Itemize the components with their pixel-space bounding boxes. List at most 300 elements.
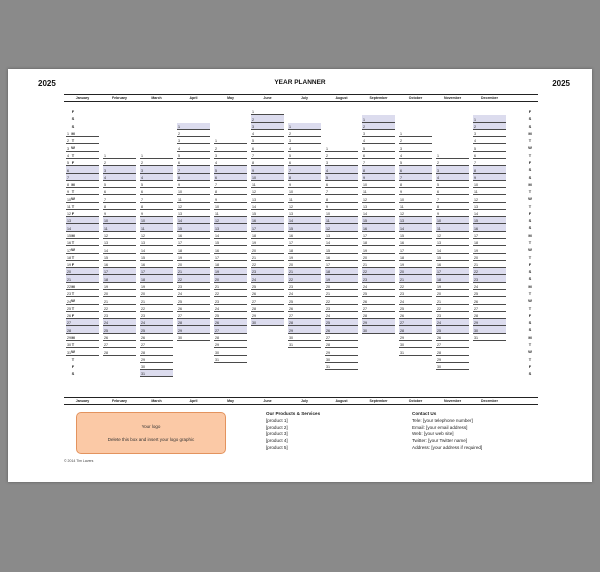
day-cell[interactable]	[251, 152, 284, 159]
day-cell[interactable]	[436, 174, 469, 181]
day-cell[interactable]	[473, 290, 506, 297]
day-cell[interactable]	[214, 137, 247, 144]
day-cell[interactable]	[436, 239, 469, 246]
day-cell[interactable]	[214, 312, 247, 319]
day-cell[interactable]	[66, 341, 99, 348]
day-cell[interactable]	[103, 254, 136, 261]
day-cell[interactable]	[325, 334, 358, 341]
day-cell[interactable]	[473, 275, 506, 282]
day-cell[interactable]	[214, 319, 247, 326]
day-cell[interactable]	[140, 356, 173, 363]
day-cell[interactable]	[399, 188, 432, 195]
day-cell[interactable]	[399, 224, 432, 231]
day-cell[interactable]	[66, 261, 99, 268]
day-cell[interactable]	[288, 268, 321, 275]
day-cell[interactable]	[177, 239, 210, 246]
day-cell[interactable]	[288, 297, 321, 304]
day-cell[interactable]	[251, 108, 284, 115]
day-cell[interactable]	[214, 224, 247, 231]
day-cell[interactable]	[325, 174, 358, 181]
day-cell[interactable]	[399, 166, 432, 173]
day-cell[interactable]	[399, 275, 432, 282]
day-cell[interactable]	[362, 319, 395, 326]
day-cell[interactable]	[66, 224, 99, 231]
day-cell[interactable]	[214, 188, 247, 195]
day-cell[interactable]	[214, 203, 247, 210]
day-cell[interactable]	[288, 319, 321, 326]
day-cell[interactable]	[140, 268, 173, 275]
day-cell[interactable]	[103, 152, 136, 159]
day-cell[interactable]	[177, 203, 210, 210]
day-cell[interactable]	[214, 341, 247, 348]
day-cell[interactable]	[251, 261, 284, 268]
day-cell[interactable]	[103, 232, 136, 239]
day-cell[interactable]	[362, 115, 395, 122]
day-cell[interactable]	[177, 283, 210, 290]
day-cell[interactable]	[251, 217, 284, 224]
day-cell[interactable]	[214, 232, 247, 239]
day-cell[interactable]	[288, 254, 321, 261]
day-cell[interactable]	[177, 312, 210, 319]
day-cell[interactable]	[362, 174, 395, 181]
day-cell[interactable]	[399, 159, 432, 166]
day-cell[interactable]	[140, 312, 173, 319]
day-cell[interactable]	[140, 283, 173, 290]
day-cell[interactable]	[325, 312, 358, 319]
day-cell[interactable]	[473, 130, 506, 137]
day-cell[interactable]	[362, 203, 395, 210]
day-cell[interactable]	[473, 188, 506, 195]
day-cell[interactable]	[362, 283, 395, 290]
day-cell[interactable]	[436, 261, 469, 268]
day-cell[interactable]	[103, 290, 136, 297]
day-cell[interactable]	[177, 123, 210, 130]
day-cell[interactable]	[177, 261, 210, 268]
day-cell[interactable]	[66, 210, 99, 217]
day-cell[interactable]	[140, 210, 173, 217]
day-cell[interactable]	[362, 312, 395, 319]
day-cell[interactable]	[66, 174, 99, 181]
day-cell[interactable]	[399, 137, 432, 144]
day-cell[interactable]	[473, 268, 506, 275]
day-cell[interactable]	[473, 159, 506, 166]
day-cell[interactable]	[66, 159, 99, 166]
day-cell[interactable]	[177, 152, 210, 159]
day-cell[interactable]	[473, 305, 506, 312]
day-cell[interactable]	[140, 297, 173, 304]
day-cell[interactable]	[362, 159, 395, 166]
day-cell[interactable]	[288, 137, 321, 144]
day-cell[interactable]	[436, 181, 469, 188]
day-cell[interactable]	[436, 195, 469, 202]
day-cell[interactable]	[473, 217, 506, 224]
day-cell[interactable]	[66, 290, 99, 297]
day-cell[interactable]	[288, 188, 321, 195]
day-cell[interactable]	[362, 181, 395, 188]
day-cell[interactable]	[399, 246, 432, 253]
day-cell[interactable]	[214, 348, 247, 355]
day-cell[interactable]	[436, 152, 469, 159]
day-cell[interactable]	[399, 268, 432, 275]
day-cell[interactable]	[140, 152, 173, 159]
day-cell[interactable]	[103, 159, 136, 166]
day-cell[interactable]	[288, 224, 321, 231]
day-cell[interactable]	[288, 261, 321, 268]
day-cell[interactable]	[436, 246, 469, 253]
day-cell[interactable]	[399, 261, 432, 268]
day-cell[interactable]	[436, 297, 469, 304]
day-cell[interactable]	[214, 326, 247, 333]
day-cell[interactable]	[214, 152, 247, 159]
day-cell[interactable]	[436, 334, 469, 341]
day-cell[interactable]	[214, 356, 247, 363]
day-cell[interactable]	[177, 217, 210, 224]
day-cell[interactable]	[362, 130, 395, 137]
day-cell[interactable]	[473, 152, 506, 159]
day-cell[interactable]	[325, 319, 358, 326]
day-cell[interactable]	[66, 232, 99, 239]
day-cell[interactable]	[177, 130, 210, 137]
day-cell[interactable]	[103, 341, 136, 348]
day-cell[interactable]	[140, 261, 173, 268]
day-cell[interactable]	[140, 188, 173, 195]
day-cell[interactable]	[325, 203, 358, 210]
day-cell[interactable]	[325, 166, 358, 173]
logo-placeholder[interactable]	[76, 412, 226, 454]
day-cell[interactable]	[288, 312, 321, 319]
day-cell[interactable]	[362, 232, 395, 239]
day-cell[interactable]	[288, 290, 321, 297]
day-cell[interactable]	[436, 341, 469, 348]
day-cell[interactable]	[140, 181, 173, 188]
day-cell[interactable]	[66, 297, 99, 304]
day-cell[interactable]	[103, 305, 136, 312]
day-cell[interactable]	[177, 137, 210, 144]
day-cell[interactable]	[436, 224, 469, 231]
day-cell[interactable]	[325, 283, 358, 290]
day-cell[interactable]	[325, 363, 358, 370]
day-cell[interactable]	[362, 261, 395, 268]
day-cell[interactable]	[251, 312, 284, 319]
day-cell[interactable]	[473, 224, 506, 231]
day-cell[interactable]	[325, 356, 358, 363]
day-cell[interactable]	[288, 159, 321, 166]
day-cell[interactable]	[362, 305, 395, 312]
day-cell[interactable]	[251, 130, 284, 137]
day-cell[interactable]	[436, 363, 469, 370]
day-cell[interactable]	[66, 217, 99, 224]
day-cell[interactable]	[140, 239, 173, 246]
day-cell[interactable]	[325, 144, 358, 151]
day-cell[interactable]	[251, 137, 284, 144]
day-cell[interactable]	[251, 210, 284, 217]
day-cell[interactable]	[103, 166, 136, 173]
day-cell[interactable]	[66, 283, 99, 290]
day-cell[interactable]	[473, 283, 506, 290]
day-cell[interactable]	[399, 144, 432, 151]
day-cell[interactable]	[251, 166, 284, 173]
day-cell[interactable]	[399, 312, 432, 319]
day-cell[interactable]	[436, 319, 469, 326]
day-cell[interactable]	[140, 159, 173, 166]
day-cell[interactable]	[325, 254, 358, 261]
day-cell[interactable]	[103, 319, 136, 326]
day-cell[interactable]	[66, 166, 99, 173]
day-cell[interactable]	[251, 195, 284, 202]
day-cell[interactable]	[436, 166, 469, 173]
day-cell[interactable]	[177, 224, 210, 231]
day-cell[interactable]	[214, 275, 247, 282]
day-cell[interactable]	[251, 246, 284, 253]
day-cell[interactable]	[473, 137, 506, 144]
day-cell[interactable]	[288, 305, 321, 312]
day-cell[interactable]	[177, 195, 210, 202]
day-cell[interactable]	[214, 210, 247, 217]
day-cell[interactable]	[473, 174, 506, 181]
day-cell[interactable]	[103, 210, 136, 217]
day-cell[interactable]	[288, 203, 321, 210]
day-cell[interactable]	[66, 334, 99, 341]
day-cell[interactable]	[177, 334, 210, 341]
day-cell[interactable]	[177, 188, 210, 195]
day-cell[interactable]	[288, 341, 321, 348]
day-cell[interactable]	[362, 268, 395, 275]
day-cell[interactable]	[66, 137, 99, 144]
day-cell[interactable]	[251, 123, 284, 130]
day-cell[interactable]	[177, 326, 210, 333]
day-cell[interactable]	[288, 232, 321, 239]
day-cell[interactable]	[288, 144, 321, 151]
day-cell[interactable]	[436, 326, 469, 333]
day-cell[interactable]	[140, 363, 173, 370]
day-cell[interactable]	[325, 152, 358, 159]
day-cell[interactable]	[66, 246, 99, 253]
day-cell[interactable]	[66, 130, 99, 137]
day-cell[interactable]	[362, 188, 395, 195]
day-cell[interactable]	[473, 239, 506, 246]
day-cell[interactable]	[214, 159, 247, 166]
day-cell[interactable]	[436, 203, 469, 210]
day-cell[interactable]	[473, 181, 506, 188]
day-cell[interactable]	[140, 341, 173, 348]
day-cell[interactable]	[66, 254, 99, 261]
day-cell[interactable]	[251, 319, 284, 326]
day-cell[interactable]	[436, 290, 469, 297]
day-cell[interactable]	[288, 181, 321, 188]
day-cell[interactable]	[473, 246, 506, 253]
day-cell[interactable]	[66, 188, 99, 195]
day-cell[interactable]	[436, 217, 469, 224]
day-cell[interactable]	[288, 275, 321, 282]
day-cell[interactable]	[399, 217, 432, 224]
day-cell[interactable]	[177, 305, 210, 312]
day-cell[interactable]	[399, 319, 432, 326]
day-cell[interactable]	[325, 239, 358, 246]
day-cell[interactable]	[473, 115, 506, 122]
day-cell[interactable]	[140, 195, 173, 202]
day-cell[interactable]	[288, 239, 321, 246]
day-cell[interactable]	[214, 254, 247, 261]
day-cell[interactable]	[177, 174, 210, 181]
day-cell[interactable]	[436, 312, 469, 319]
day-cell[interactable]	[399, 297, 432, 304]
day-cell[interactable]	[436, 348, 469, 355]
day-cell[interactable]	[66, 319, 99, 326]
day-cell[interactable]	[66, 268, 99, 275]
day-cell[interactable]	[177, 181, 210, 188]
day-cell[interactable]	[288, 210, 321, 217]
day-cell[interactable]	[473, 334, 506, 341]
day-cell[interactable]	[140, 319, 173, 326]
day-cell[interactable]	[103, 312, 136, 319]
day-cell[interactable]	[362, 246, 395, 253]
day-cell[interactable]	[251, 224, 284, 231]
day-cell[interactable]	[66, 348, 99, 355]
day-cell[interactable]	[251, 297, 284, 304]
day-cell[interactable]	[251, 188, 284, 195]
day-cell[interactable]	[251, 181, 284, 188]
day-cell[interactable]	[103, 261, 136, 268]
day-cell[interactable]	[66, 152, 99, 159]
day-cell[interactable]	[103, 174, 136, 181]
day-cell[interactable]	[140, 334, 173, 341]
day-cell[interactable]	[251, 254, 284, 261]
day-cell[interactable]	[288, 195, 321, 202]
day-cell[interactable]	[436, 268, 469, 275]
day-cell[interactable]	[399, 341, 432, 348]
day-cell[interactable]	[399, 130, 432, 137]
day-cell[interactable]	[473, 312, 506, 319]
day-cell[interactable]	[214, 166, 247, 173]
day-cell[interactable]	[325, 232, 358, 239]
day-cell[interactable]	[399, 195, 432, 202]
day-cell[interactable]	[362, 123, 395, 130]
day-cell[interactable]	[325, 246, 358, 253]
day-cell[interactable]	[362, 275, 395, 282]
day-cell[interactable]	[140, 217, 173, 224]
day-cell[interactable]	[362, 326, 395, 333]
day-cell[interactable]	[214, 246, 247, 253]
day-cell[interactable]	[362, 290, 395, 297]
day-cell[interactable]	[140, 275, 173, 282]
day-cell[interactable]	[251, 115, 284, 122]
day-cell[interactable]	[473, 210, 506, 217]
day-cell[interactable]	[214, 334, 247, 341]
day-cell[interactable]	[399, 290, 432, 297]
day-cell[interactable]	[140, 290, 173, 297]
day-cell[interactable]	[325, 326, 358, 333]
day-cell[interactable]	[288, 334, 321, 341]
day-cell[interactable]	[362, 195, 395, 202]
day-cell[interactable]	[140, 370, 173, 377]
day-cell[interactable]	[473, 297, 506, 304]
day-cell[interactable]	[325, 188, 358, 195]
day-cell[interactable]	[177, 246, 210, 253]
day-cell[interactable]	[103, 239, 136, 246]
day-cell[interactable]	[103, 297, 136, 304]
day-cell[interactable]	[103, 224, 136, 231]
day-cell[interactable]	[325, 290, 358, 297]
day-cell[interactable]	[140, 348, 173, 355]
day-cell[interactable]	[436, 283, 469, 290]
day-cell[interactable]	[325, 348, 358, 355]
day-cell[interactable]	[251, 283, 284, 290]
day-cell[interactable]	[103, 246, 136, 253]
day-cell[interactable]	[473, 203, 506, 210]
day-cell[interactable]	[140, 174, 173, 181]
day-cell[interactable]	[362, 166, 395, 173]
day-cell[interactable]	[251, 159, 284, 166]
day-cell[interactable]	[251, 290, 284, 297]
day-cell[interactable]	[103, 217, 136, 224]
day-cell[interactable]	[362, 239, 395, 246]
day-cell[interactable]	[325, 217, 358, 224]
day-cell[interactable]	[66, 181, 99, 188]
day-cell[interactable]	[103, 326, 136, 333]
day-cell[interactable]	[399, 203, 432, 210]
day-cell[interactable]	[214, 261, 247, 268]
day-cell[interactable]	[436, 305, 469, 312]
day-cell[interactable]	[325, 181, 358, 188]
day-cell[interactable]	[288, 217, 321, 224]
day-cell[interactable]	[103, 348, 136, 355]
day-cell[interactable]	[177, 166, 210, 173]
day-cell[interactable]	[325, 195, 358, 202]
day-cell[interactable]	[103, 268, 136, 275]
day-cell[interactable]	[177, 210, 210, 217]
day-cell[interactable]	[288, 130, 321, 137]
day-cell[interactable]	[288, 166, 321, 173]
day-cell[interactable]	[288, 326, 321, 333]
day-cell[interactable]	[140, 203, 173, 210]
day-cell[interactable]	[66, 326, 99, 333]
day-cell[interactable]	[103, 334, 136, 341]
day-cell[interactable]	[399, 232, 432, 239]
day-cell[interactable]	[399, 326, 432, 333]
day-cell[interactable]	[214, 268, 247, 275]
day-cell[interactable]	[325, 261, 358, 268]
day-cell[interactable]	[177, 254, 210, 261]
day-cell[interactable]	[177, 275, 210, 282]
day-cell[interactable]	[436, 159, 469, 166]
day-cell[interactable]	[66, 275, 99, 282]
day-cell[interactable]	[399, 181, 432, 188]
day-cell[interactable]	[473, 232, 506, 239]
day-cell[interactable]	[103, 181, 136, 188]
day-cell[interactable]	[251, 203, 284, 210]
day-cell[interactable]	[362, 152, 395, 159]
day-cell[interactable]	[288, 123, 321, 130]
day-cell[interactable]	[325, 297, 358, 304]
day-cell[interactable]	[288, 174, 321, 181]
day-cell[interactable]	[473, 319, 506, 326]
day-cell[interactable]	[251, 174, 284, 181]
day-cell[interactable]	[177, 268, 210, 275]
day-cell[interactable]	[140, 246, 173, 253]
day-cell[interactable]	[214, 283, 247, 290]
day-cell[interactable]	[140, 305, 173, 312]
day-cell[interactable]	[251, 232, 284, 239]
day-cell[interactable]	[66, 203, 99, 210]
day-cell[interactable]	[325, 159, 358, 166]
day-cell[interactable]	[66, 195, 99, 202]
day-cell[interactable]	[103, 275, 136, 282]
day-cell[interactable]	[103, 283, 136, 290]
day-cell[interactable]	[214, 217, 247, 224]
day-cell[interactable]	[140, 326, 173, 333]
day-cell[interactable]	[325, 268, 358, 275]
day-cell[interactable]	[214, 297, 247, 304]
